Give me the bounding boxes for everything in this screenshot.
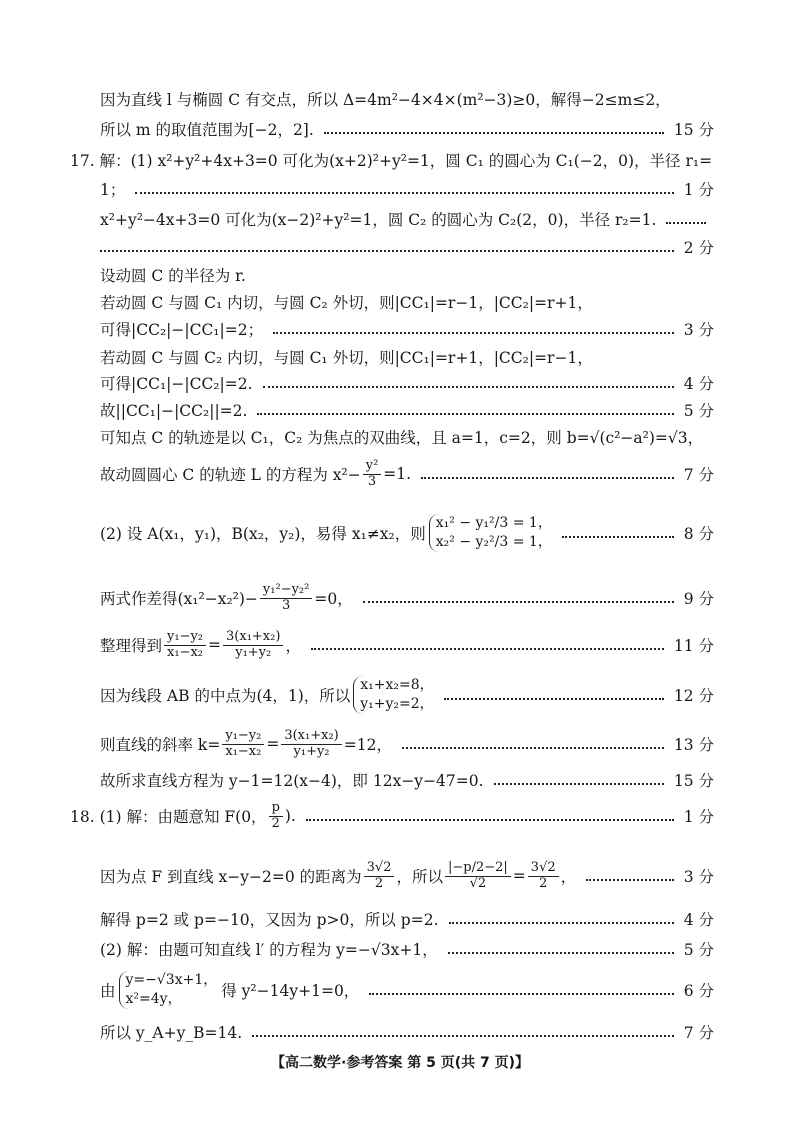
fraction-denominator: 3 bbox=[367, 473, 377, 489]
fraction-numerator: 3√2 bbox=[364, 861, 395, 877]
line-24 bbox=[100, 932, 714, 966]
dot-leader bbox=[586, 879, 674, 881]
dot-leader bbox=[448, 952, 674, 954]
score-label: 1 分 bbox=[683, 181, 714, 199]
score-label: 4 分 bbox=[683, 375, 714, 393]
score-label: 13 分 bbox=[673, 736, 714, 754]
equation-system bbox=[353, 676, 433, 714]
system-equation: x²=4y， bbox=[125, 991, 182, 1007]
line-1 bbox=[100, 82, 714, 116]
line-21 bbox=[70, 796, 714, 836]
line-15 bbox=[100, 498, 714, 568]
dot-leader bbox=[402, 747, 664, 749]
line-text: 设动圆 C 的半径为 r. bbox=[100, 267, 246, 285]
fraction-numerator: y² bbox=[363, 459, 382, 475]
fraction bbox=[528, 861, 559, 892]
line-text: 所以 y_A+y_B=14. bbox=[100, 1024, 243, 1042]
line-text: 由 bbox=[100, 982, 116, 1000]
line-text: (2) 解：由题可知直线 l′ 的方程为 y=−√3x+1， bbox=[100, 941, 438, 959]
fraction bbox=[223, 630, 283, 661]
dot-leader bbox=[562, 536, 674, 538]
equation-system bbox=[119, 971, 218, 1009]
line-text: 两式作差得(x₁²−x₂²)− bbox=[100, 590, 258, 608]
line-text: 因为直线 l 与椭圆 C 有交点，所以 Δ=4m²−4×4×(m²−3)≥0，解得−2≤m≤2， bbox=[100, 91, 671, 109]
line-text: ). bbox=[284, 807, 296, 825]
line-text: ，所以 bbox=[396, 868, 443, 886]
equation-system bbox=[429, 514, 552, 552]
dot-leader bbox=[363, 601, 674, 603]
line-text: =0， bbox=[314, 590, 353, 608]
line-text: = bbox=[266, 735, 280, 753]
system-equation: y₁+y₂=2， bbox=[360, 696, 434, 712]
score-label: 15 分 bbox=[673, 772, 714, 790]
line-text: 则直线的斜率 k= bbox=[100, 736, 221, 754]
dot-leader bbox=[257, 413, 673, 415]
score-label: 5 分 bbox=[683, 402, 714, 420]
line-4 bbox=[100, 172, 714, 206]
score-label: 12 分 bbox=[673, 687, 714, 705]
fraction-numerator: p bbox=[269, 801, 283, 817]
fraction-numerator: 3√2 bbox=[528, 861, 559, 877]
fraction-denominator: y₁+y₂ bbox=[293, 743, 330, 759]
line-16 bbox=[100, 577, 714, 619]
line-text: 解得 p=2 或 p=−10，又因为 p>0，所以 p=2. bbox=[100, 911, 439, 929]
line-text: 因为点 F 到直线 x−y−2=0 的距离为 bbox=[100, 868, 362, 886]
dot-leader bbox=[444, 698, 664, 700]
dot-leader bbox=[666, 222, 706, 224]
score-label: 1 分 bbox=[683, 808, 714, 826]
dot-leader bbox=[252, 1035, 674, 1037]
line-20 bbox=[100, 763, 714, 797]
dot-leader bbox=[369, 993, 673, 995]
line-text: =12， bbox=[343, 736, 392, 754]
line-text: 17. 解：(1) x²+y²+4x+3=0 可化为(x+2)²+y²=1，圆 C₁ 的圆心为 C₁(−2，0)，半径 r₁= bbox=[70, 152, 713, 170]
score-label: 4 分 bbox=[683, 911, 714, 929]
line-text: (2) 设 A(x₁，y₁)，B(x₂，y₂)，易得 x₁≠x₂，则 bbox=[100, 525, 426, 543]
dot-leader bbox=[311, 648, 664, 650]
fraction-numerator: |−p/2−2| bbox=[445, 861, 511, 877]
dot-leader bbox=[421, 477, 674, 479]
fraction-numerator: y₁−y₂ bbox=[222, 729, 264, 745]
line-text: 可知点 C 的轨迹是以 C₁，C₂ 为焦点的双曲线，且 a=1，c=2，则 b=√(c²−a²)=√3， bbox=[100, 429, 704, 447]
score-label: 11 分 bbox=[673, 637, 714, 655]
fraction-numerator: 3(x₁+x₂) bbox=[223, 630, 283, 646]
line-text: x²+y²−4x+3=0 可化为(x−2)²+y²=1，圆 C₂ 的圆心为 C₂(2，0)，半径 r₂=1. bbox=[100, 211, 657, 229]
dot-leader bbox=[135, 192, 673, 194]
line-26 bbox=[100, 1015, 714, 1049]
fraction-denominator: 2 bbox=[539, 875, 548, 891]
score-label: 15 分 bbox=[673, 121, 714, 139]
fraction bbox=[222, 729, 264, 760]
system-equation: x₁+x₂=8， bbox=[360, 677, 434, 694]
score-label: 8 分 bbox=[683, 525, 714, 543]
line-text: =1. bbox=[383, 465, 412, 483]
line-23 bbox=[100, 902, 714, 936]
score-label: 7 分 bbox=[683, 1024, 714, 1042]
line-text: = bbox=[208, 636, 222, 654]
dot-leader bbox=[324, 132, 664, 134]
system-equation: x₁² − y₁²/3 = 1， bbox=[435, 515, 552, 532]
system-equation: y=−√3x+1， bbox=[125, 972, 218, 989]
line-text: ， bbox=[560, 868, 577, 886]
score-label: 6 分 bbox=[683, 982, 714, 1000]
fraction-denominator: 3 bbox=[282, 597, 291, 613]
fraction bbox=[363, 459, 382, 490]
line-text: 18. (1) 解：由题意知 F(0， bbox=[70, 808, 267, 826]
score-label: 9 分 bbox=[683, 590, 714, 608]
line-text: 得 y²−14y+1=0， bbox=[221, 982, 360, 1000]
line-text: 整理得到 bbox=[100, 637, 163, 655]
line-text: = bbox=[512, 867, 526, 885]
fraction bbox=[260, 583, 312, 614]
score-label: 7 分 bbox=[683, 466, 714, 484]
line-18 bbox=[100, 672, 714, 718]
fraction-numerator: 3(x₁+x₂) bbox=[281, 729, 341, 745]
dot-leader bbox=[100, 250, 674, 252]
line-text: 故所求直线方程为 y−1=12(x−4)，即 12x−y−47=0. bbox=[100, 772, 484, 790]
line-13 bbox=[100, 420, 714, 454]
line-text: 若动圆 C 与圆 C₁ 内切，与圆 C₂ 外切，则|CC₁|=r−1，|CC₂|=r+1， bbox=[100, 294, 593, 312]
fraction-denominator: x₁−x₂ bbox=[167, 644, 204, 660]
fraction-numerator: y₁−y₂ bbox=[164, 630, 206, 646]
line-text: 1； bbox=[100, 181, 126, 199]
system-equation: x₂² − y₂²/3 = 1， bbox=[435, 534, 552, 550]
fraction bbox=[445, 861, 511, 892]
line-text: 因为线段 AB 的中点为(4，1)，所以 bbox=[100, 687, 351, 705]
line-text: 所以 m 的取值范围为[−2，2]. bbox=[100, 121, 314, 139]
score-label: 3 分 bbox=[683, 868, 714, 886]
dot-leader bbox=[263, 386, 674, 388]
score-label: 5 分 bbox=[683, 941, 714, 959]
line-text: 故||CC₁|−|CC₂||=2. bbox=[100, 402, 248, 420]
dot-leader bbox=[449, 922, 674, 924]
line-text: 若动圆 C 与圆 C₂ 内切，与圆 C₁ 外切，则|CC₁|=r+1，|CC₂|=r−1， bbox=[100, 349, 593, 367]
dot-leader bbox=[494, 783, 664, 785]
dot-leader bbox=[306, 819, 674, 821]
line-text: ， bbox=[285, 637, 301, 655]
fraction bbox=[164, 630, 206, 661]
line-14 bbox=[100, 453, 714, 495]
dot-leader bbox=[273, 332, 674, 334]
fraction-denominator: 2 bbox=[271, 815, 280, 831]
page-footer: 【高二数学·参考答案 第 5 页(共 7 页)】 bbox=[271, 1055, 529, 1071]
fraction bbox=[269, 801, 283, 832]
line-22 bbox=[100, 846, 714, 906]
line-2 bbox=[100, 112, 714, 146]
fraction bbox=[281, 729, 341, 760]
line-text: 故动圆圆心 C 的轨迹 L 的方程为 x²− bbox=[100, 466, 361, 484]
score-label: 2 分 bbox=[683, 239, 714, 257]
line-17 bbox=[100, 622, 714, 668]
line-25 bbox=[100, 964, 714, 1016]
line-text: 可得|CC₁|−|CC₂|=2. bbox=[100, 375, 253, 393]
fraction bbox=[364, 861, 395, 892]
line-19 bbox=[100, 722, 714, 766]
line-text: 可得|CC₂|−|CC₁|=2； bbox=[100, 321, 264, 339]
fraction-numerator: y₁²−y₂² bbox=[260, 583, 312, 599]
score-label: 3 分 bbox=[683, 321, 714, 339]
fraction-denominator: 2 bbox=[374, 875, 384, 891]
fraction-denominator: x₁−x₂ bbox=[225, 743, 262, 759]
fraction-denominator: √2 bbox=[469, 875, 487, 891]
fraction-denominator: y₁+y₂ bbox=[235, 644, 272, 660]
